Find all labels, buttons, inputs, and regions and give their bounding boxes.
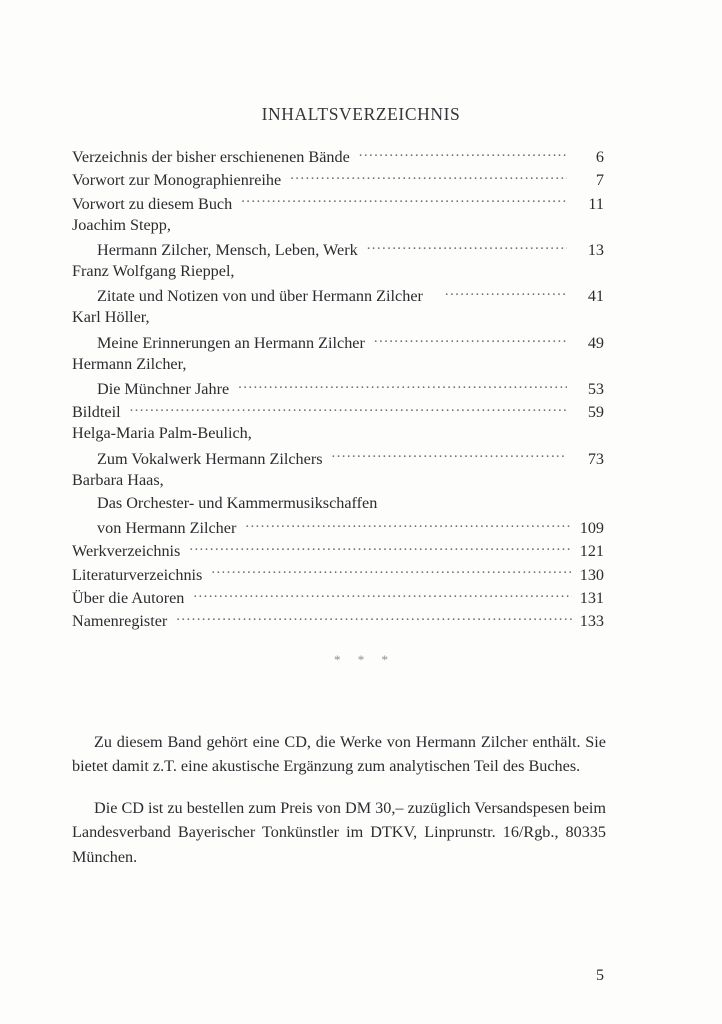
toc-entry-page-number: 6 xyxy=(595,148,604,167)
toc-dot-leader xyxy=(445,285,567,301)
toc-entry-page-number: 11 xyxy=(588,194,604,213)
toc-entry[interactable] xyxy=(72,563,604,586)
toc-entry-title: Namenregister xyxy=(72,611,168,630)
toc-entry[interactable] xyxy=(72,285,604,308)
toc-entry-title: Zum Vokalwerk Hermann Zilchers xyxy=(97,449,323,468)
table-of-contents xyxy=(72,146,604,633)
toc-dot-leader xyxy=(241,192,567,208)
toc-entry[interactable] xyxy=(72,401,604,424)
toc-entry[interactable] xyxy=(72,424,604,447)
toc-entry[interactable] xyxy=(72,169,604,192)
page-title: INHALTSVERZEICHNIS xyxy=(261,104,461,124)
toc-entry-title: Helga-Maria Palm-Beulich, xyxy=(72,424,252,443)
toc-entry-page-number: 7 xyxy=(595,171,604,190)
asterisk-separator: * * * xyxy=(334,652,395,667)
toc-dot-leader xyxy=(290,169,567,185)
toc-entry-page-number: 133 xyxy=(579,611,604,630)
toc-entry-title: von Hermann Zilcher xyxy=(97,519,237,538)
toc-dot-leader xyxy=(189,540,572,556)
toc-entry-page-number: 73 xyxy=(587,449,604,468)
toc-entry-page-number: 41 xyxy=(587,287,604,306)
toc-entry[interactable] xyxy=(72,471,604,494)
toc-entry[interactable] xyxy=(72,355,604,378)
toc-entry-title: Das Orchester- und Kammermusikschaffen xyxy=(97,493,378,512)
toc-entry-page-number: 53 xyxy=(587,380,604,399)
toc-entry-title: Joachim Stepp, xyxy=(72,215,171,234)
toc-entry-title: Literaturverzeichnis xyxy=(72,565,203,584)
toc-entry[interactable] xyxy=(72,494,604,517)
toc-entry-title: Vorwort zur Monographienreihe xyxy=(72,171,282,190)
toc-entry-title: Werkverzeichnis xyxy=(72,542,181,561)
toc-dot-leader xyxy=(359,146,567,162)
toc-entry[interactable] xyxy=(72,517,604,540)
toc-dot-leader xyxy=(211,563,572,579)
toc-entry-title: Karl Höller, xyxy=(72,308,150,327)
toc-entry-page-number: 49 xyxy=(587,333,604,352)
toc-dot-leader xyxy=(193,587,572,603)
toc-entry[interactable] xyxy=(72,447,604,470)
toc-entry[interactable] xyxy=(72,146,604,169)
toc-entry[interactable] xyxy=(72,332,604,355)
cd-note-paragraph: Zu diesem Band gehört eine CD, die Werke von Hermann Zilcher enthält. Sie bietet damit z.T. eine akustische Ergänzung zum analytischen Teil des Buches. xyxy=(72,733,606,776)
toc-dot-leader xyxy=(176,610,572,626)
toc-entry[interactable] xyxy=(72,587,604,610)
toc-entry-title: Vorwort zu diesem Buch xyxy=(72,194,233,213)
cd-note-paragraph: Die CD ist zu bestellen zum Preis von DM 30,– zuzüglich Versandspesen beim Landesverband Bayerischer Tonkünstler im DTKV, Linprunstr. 16/Rgb., 80335 München. xyxy=(72,798,606,866)
toc-entry-title: Franz Wolfgang Rieppel, xyxy=(72,261,235,280)
toc-entry-title: Die Münchner Jahre xyxy=(97,380,230,399)
toc-entry-page-number: 13 xyxy=(587,240,604,259)
toc-entry-page-number: 131 xyxy=(579,588,604,607)
toc-entry[interactable] xyxy=(72,216,604,239)
page-number: 5 xyxy=(596,967,604,984)
toc-dot-leader xyxy=(367,239,567,255)
toc-entry-page-number: 130 xyxy=(579,565,604,584)
toc-dot-leader xyxy=(332,447,567,463)
toc-entry-page-number: 59 xyxy=(587,403,604,422)
toc-entry[interactable] xyxy=(72,239,604,262)
toc-entry-title: Zitate und Notizen von und über Hermann Zilcher xyxy=(97,287,423,306)
toc-entry-page-number: 109 xyxy=(579,519,604,538)
toc-entry-title: Bildteil xyxy=(72,403,121,422)
toc-entry-title: Verzeichnis der bisher erschienenen Bände xyxy=(72,148,350,167)
toc-entry[interactable] xyxy=(72,262,604,285)
cd-note-block xyxy=(72,730,606,869)
toc-entry[interactable] xyxy=(72,378,604,401)
toc-dot-leader xyxy=(374,332,567,348)
toc-dot-leader xyxy=(245,517,572,533)
toc-entry[interactable] xyxy=(72,540,604,563)
toc-entry[interactable] xyxy=(72,610,604,633)
toc-dot-leader xyxy=(238,378,567,394)
toc-entry[interactable] xyxy=(72,308,604,331)
toc-entry-title: Barbara Haas, xyxy=(72,470,164,489)
toc-dot-leader xyxy=(130,401,567,417)
toc-entry-page-number: 121 xyxy=(579,542,604,561)
toc-entry-title: Hermann Zilcher, Mensch, Leben, Werk xyxy=(97,240,358,259)
toc-entry[interactable] xyxy=(72,192,604,215)
toc-entry-title: Über die Autoren xyxy=(72,588,185,607)
toc-entry-title: Hermann Zilcher, xyxy=(72,354,187,373)
toc-entry-title: Meine Erinnerungen an Hermann Zilcher xyxy=(97,333,365,352)
